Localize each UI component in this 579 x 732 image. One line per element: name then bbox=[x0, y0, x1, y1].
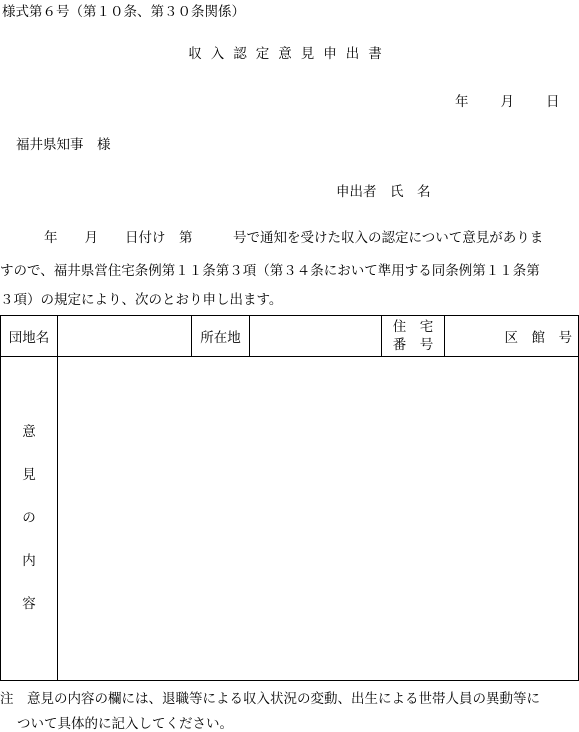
house-number-label bbox=[382, 316, 445, 357]
note-line-2: ついて具体的に記入してください。 bbox=[17, 716, 233, 732]
location-field[interactable] bbox=[250, 316, 382, 357]
opinion-content-field[interactable] bbox=[58, 357, 579, 681]
note-line-1: 注 意見の内容の欄には、退職等による収入状況の変動、出生による世帯人員の異動等に bbox=[0, 691, 540, 707]
date-year-label: 年 bbox=[455, 94, 469, 110]
location-label: 所在地 bbox=[192, 316, 250, 357]
house-number-label-line-1: 住 宅 bbox=[392, 319, 434, 335]
body-text-line-3: ３項）の規定により、次のとおり申し出ます。 bbox=[0, 292, 283, 308]
date-line bbox=[455, 90, 560, 110]
applicant-name-label: 申出者 氏 名 bbox=[336, 184, 431, 200]
opinion-char: の bbox=[22, 510, 36, 526]
complex-name-label: 団地名 bbox=[1, 316, 58, 357]
date-month-label: 月 bbox=[500, 94, 514, 110]
document-title: 収入認定意見申出書 bbox=[188, 46, 391, 62]
date-day-label: 日 bbox=[546, 94, 560, 110]
ward-hall-number-field[interactable]: 区 館 号 bbox=[445, 316, 579, 357]
body-text-line-1: 年 月 日付け 第 号で通知を受けた収入の認定について意見がありま bbox=[44, 230, 544, 246]
opinion-char: 容 bbox=[22, 596, 36, 612]
addressee: 福井県知事 様 bbox=[16, 137, 111, 153]
body-text-line-2: すので、福井県営住宅条例第１１条第３項（第３４条において準用する同条例第１１条第 bbox=[0, 263, 540, 279]
opinion-char: 見 bbox=[22, 467, 36, 483]
complex-name-field[interactable] bbox=[58, 316, 192, 357]
house-number-label-line-2: 番 号 bbox=[392, 337, 434, 353]
form-number: 様式第６号（第１０条、第３０条関係） bbox=[2, 4, 245, 20]
opinion-content-label bbox=[1, 357, 58, 681]
opinion-char: 意 bbox=[22, 424, 36, 440]
opinion-char: 内 bbox=[22, 553, 36, 569]
opinion-form-table bbox=[0, 315, 579, 681]
